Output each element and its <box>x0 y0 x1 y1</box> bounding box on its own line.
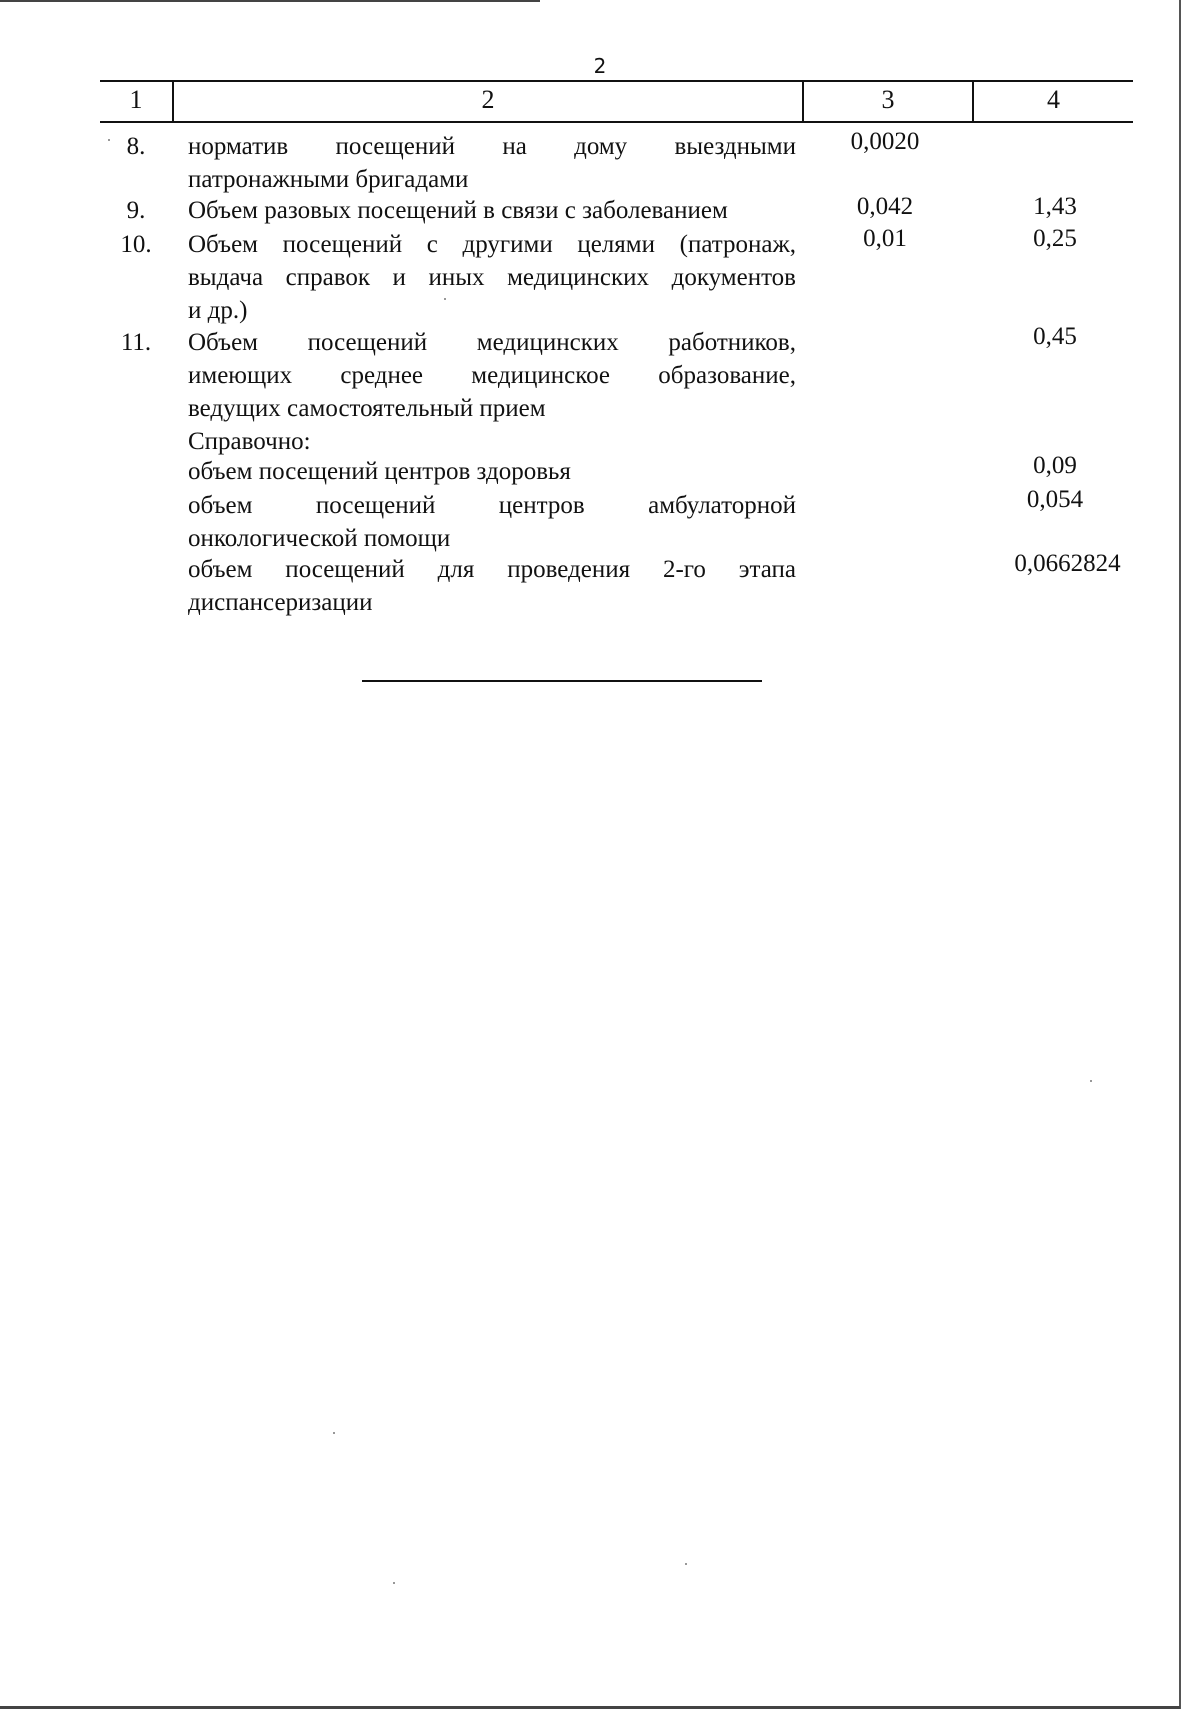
reference-value-col4: 0,054 <box>1026 486 1084 513</box>
row-description <box>188 228 796 327</box>
row-number: 8. <box>126 133 146 160</box>
description-line: норматив посещений на дому выездными <box>188 133 796 160</box>
description-line: имеющих среднее медицинское образование, <box>188 362 796 389</box>
end-rule <box>362 680 762 682</box>
row-number: 11. <box>120 329 152 356</box>
description-line: онкологической помощи <box>188 525 451 552</box>
row-number: 10. <box>120 231 152 258</box>
reference-description <box>188 489 796 555</box>
description-line: и др.) <box>188 297 248 324</box>
row-description <box>188 326 796 425</box>
table-header <box>100 80 1133 123</box>
row-description <box>188 194 796 227</box>
header-col-4: 4 <box>972 82 1133 121</box>
description-line: выдача справок и иных медицинских документов <box>188 264 796 291</box>
row-value-col3: 0,0020 <box>850 128 920 155</box>
reference-heading-text: Справочно: <box>188 428 311 455</box>
reference-heading <box>188 425 796 458</box>
row-value-col3: 0,042 <box>856 193 914 220</box>
scan-speck <box>393 1582 395 1584</box>
scan-edge-right <box>1179 0 1181 1709</box>
reference-value-col4: 0,0662824 <box>1014 550 1121 577</box>
description-line: Объем разовых посещений в связи с заболеванием <box>188 197 728 224</box>
header-col-1: 1 <box>129 85 143 114</box>
description-line: объем посещений для проведения 2-го этапа <box>188 556 796 583</box>
reference-description <box>188 553 796 619</box>
description-line: Объем посещений с другими целями (патронаж, <box>188 231 796 258</box>
row-value-col4: 0,25 <box>1033 225 1077 252</box>
description-line: патронажными бригадами <box>188 166 469 193</box>
page-number: 2 <box>593 54 607 78</box>
row-value-col4: 1,43 <box>1033 193 1077 220</box>
scan-speck <box>108 139 110 141</box>
scan-speck <box>444 298 446 300</box>
scan-speck <box>685 1563 687 1565</box>
description-line: объем посещений центров здоровья <box>188 458 571 485</box>
reference-value-col4: 0,09 <box>1033 452 1077 479</box>
header-col-2: 2 <box>172 82 802 121</box>
description-line: диспансеризации <box>188 589 373 616</box>
header-col-3: 3 <box>802 82 972 121</box>
description-line: ведущих самостоятельный прием <box>188 395 546 422</box>
scan-speck <box>1090 1080 1092 1082</box>
description-line: Объем посещений медицинских работников, <box>188 329 796 356</box>
row-value-col4: 0,45 <box>1033 323 1077 350</box>
reference-description <box>188 455 796 488</box>
row-value-col3: 0,01 <box>863 225 907 252</box>
row-description <box>188 130 796 196</box>
description-line: объем посещений центров амбулаторной <box>188 492 796 519</box>
row-number: 9. <box>126 197 146 224</box>
scan-edge-top <box>0 0 540 2</box>
scan-speck <box>333 1432 335 1434</box>
